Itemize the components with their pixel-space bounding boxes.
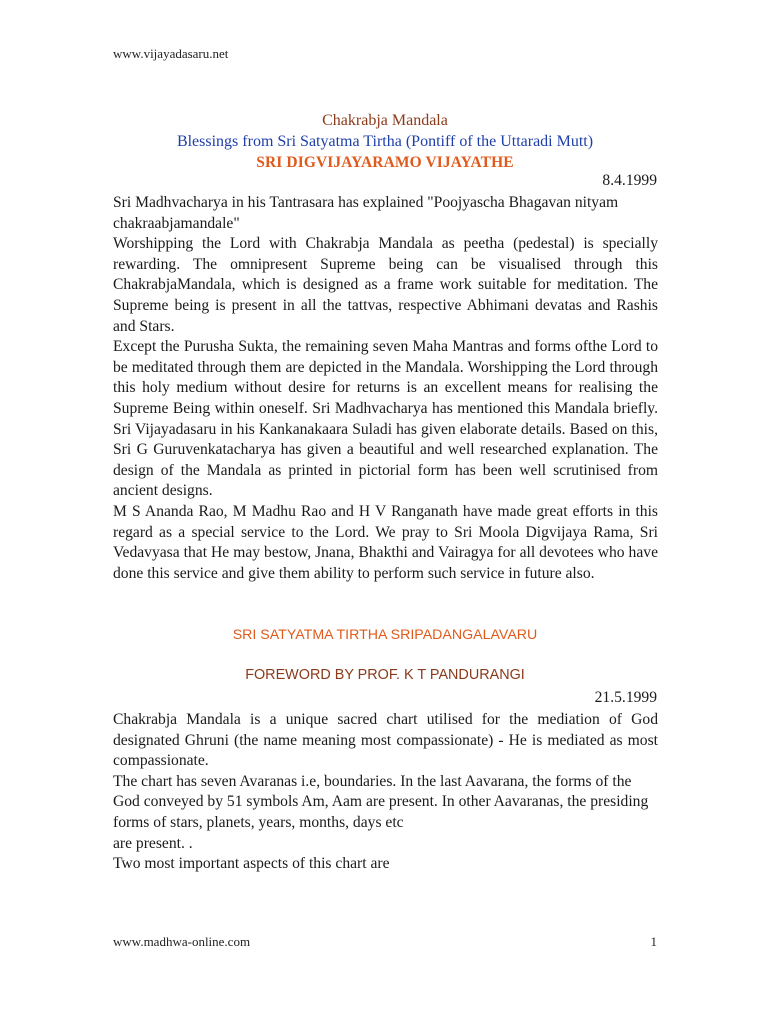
section2-body [113, 710, 658, 875]
paragraph: Except the Purusha Sukta, the remaining seven Maha Mantras and forms ofthe Lord to be meditated through them are depicted in the Mandala. Worshipping the Lord through this holy medium without desire for returns is an excellent means for realising the Supreme Being within oneself. Sri Madhvacharya has mentioned this Mandala briefly. Sri Vijayadasaru in his Kankanakaara Suladi has given elaborate details. Based on this, Sri G Guruvenkatacharya has given a beautiful and well researched explanation. The design of the Mandala as printed in pictorial form has been well scrutinised from ancient designs. [113, 338, 658, 500]
paragraph: M S Ananda Rao, M Madhu Rao and H V Ranganath have made great efforts in this regard as a special service to the Lord. We pray to Sri Moola Digvijaya Rama, Sri Vedavyasa that He may bestow, Jnana, Bhakthi and Vairagya for all devotees who have done this service and give them ability to perform such service in future also. [113, 502, 658, 582]
header-url: www.vijayadasaru.net [113, 46, 229, 61]
paragraph: The chart has seven Avaranas i.e, boundaries. In the last Aavarana, the forms of the God conveyed by 51 symbols Am, Aam are present. In other Aavaranas, the presiding forms of stars, planets, years, months, days etc [113, 772, 649, 831]
title-block [112, 110, 658, 173]
paragraph: Chakrabja Mandala is a unique sacred chart utilised for the mediation of God designated Ghruni (the name meaning most compassionate) - He is mediated as most compassionate. [113, 711, 658, 770]
document-title: Chakrabja Mandala [322, 112, 448, 129]
invocation-heading: SRI DIGVIJAYARAMO VIJAYATHE [256, 154, 514, 171]
signature: SRI SATYATMA TIRTHA SRIPADANGALAVARU [232, 627, 538, 643]
paragraph: Two most important aspects of this chart are [113, 855, 390, 873]
paragraph: Worshipping the Lord with Chakrabja Mandala as peetha (pedestal) is specially rewarding. The omnipresent Supreme being can be visualised through this ChakrabjaMandala, which is designed as a frame work suitable for meditation. The Supreme being is present in all the tattvas, respective Abhimani devatas and Rashis and Stars. [113, 235, 658, 335]
section1-date: 8.4.1999 [602, 172, 657, 189]
foreword-heading: FOREWORD BY PROF. K T PANDURANGI [245, 667, 525, 683]
paragraph: are present. . [113, 834, 193, 852]
blessings-subtitle: Blessings from Sri Satyatma Tirtha (Pontiff of the Uttaradi Mutt) [176, 133, 594, 150]
footer-url: www.madhwa-online.com [113, 934, 251, 949]
paragraph: Sri Madhvacharya in his Tantrasara has explained "Poojyascha Bhagavan nityam chakraabjamandale" [113, 194, 619, 232]
section1-body [113, 193, 658, 584]
section2-date: 21.5.1999 [594, 689, 657, 706]
page-number: 1 [650, 934, 657, 949]
